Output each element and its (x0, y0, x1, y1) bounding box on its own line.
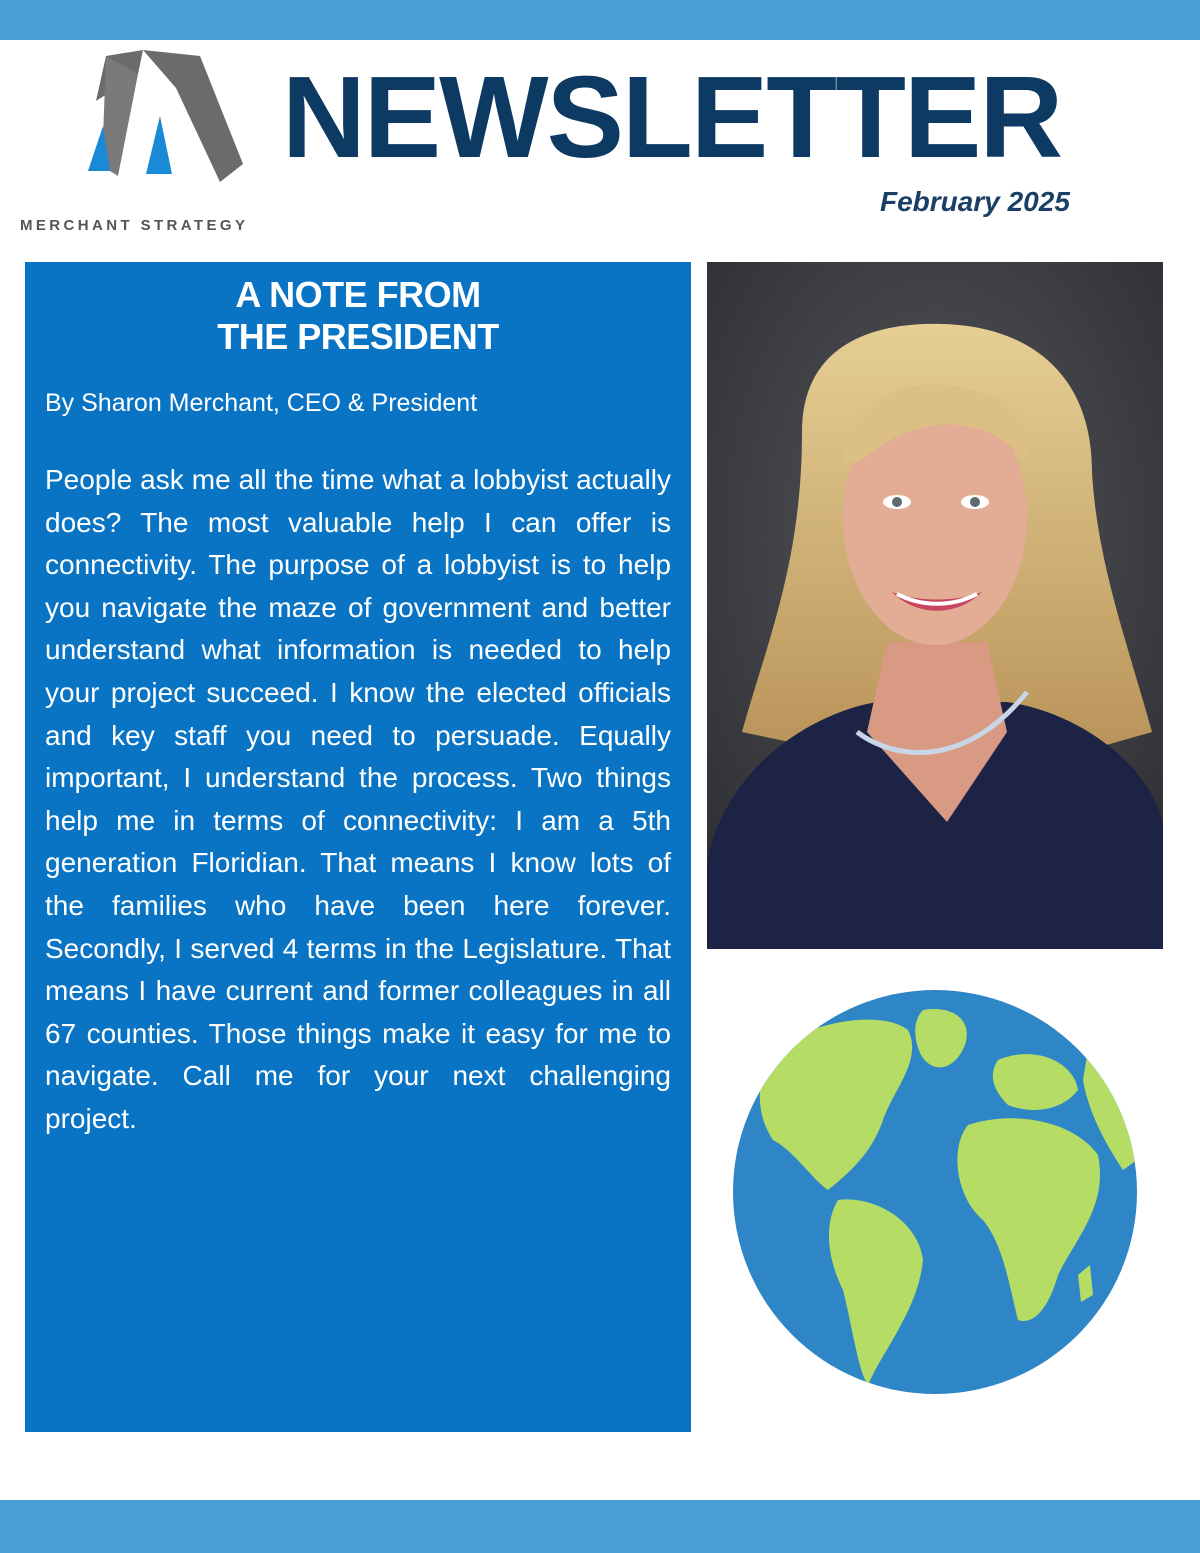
note-heading-line2: THE PRESIDENT (217, 316, 499, 357)
issue-date: February 2025 (880, 186, 1070, 217)
note-heading-line1: A NOTE FROM (235, 274, 481, 315)
note-heading (25, 274, 691, 358)
newsletter-title: NEWSLETTER (282, 52, 1062, 182)
company-name: MERCHANT STRATEGY (20, 217, 249, 234)
note-body: People ask me all the time what a lobbyist actually does? The most valuable help I can offer is connectivity. The purpose of a lobbyist is to help you navigate the maze of government and better understand what information is needed to help your project succeed. I know the elected officials and key staff you need to persuade. Equally important, I understand the process. Two things help me in terms of connectivity: I am a 5th generation Floridian. That means I know lots of the families who have been here forever. Secondly, I served 4 terms in the Legislature. That means I have current and former colleagues in all 67 counties. Those things make it easy for me to navigate. Call me for your next challenging project. (45, 464, 671, 1134)
president-note-panel (25, 262, 691, 1432)
bottom-banner-bar (0, 1500, 1200, 1553)
president-portrait-photo (707, 262, 1163, 949)
top-banner-bar (0, 0, 1200, 40)
merchant-strategy-m-logo (88, 46, 248, 186)
globe-icon (733, 990, 1137, 1394)
note-byline: By Sharon Merchant, CEO & President (45, 389, 478, 417)
